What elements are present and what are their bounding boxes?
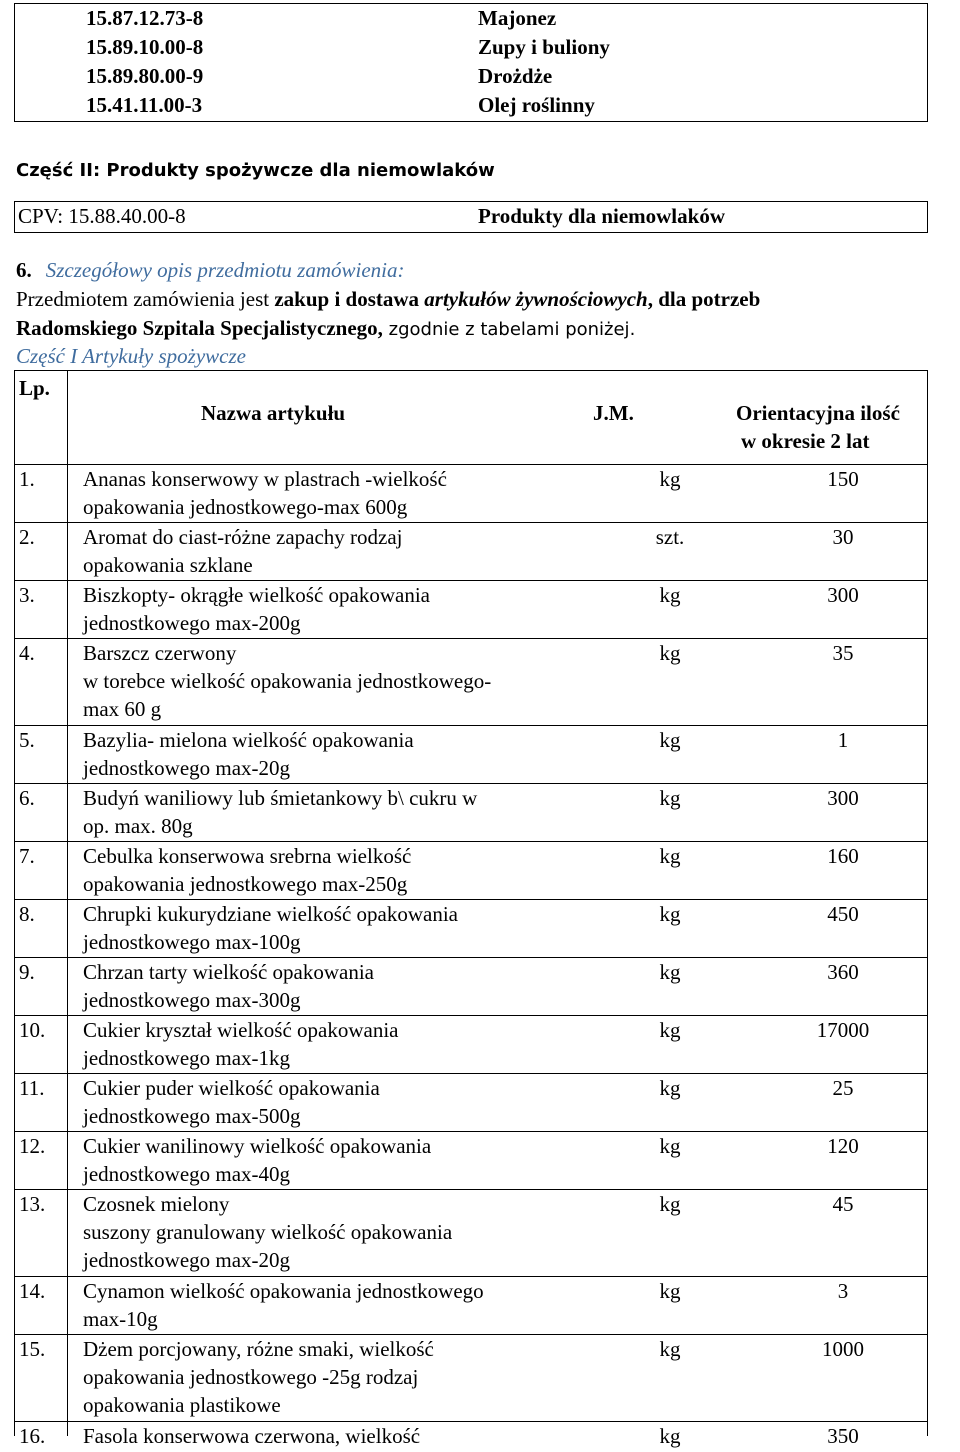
table-row bbox=[15, 842, 927, 899]
row-number: 4. bbox=[19, 641, 35, 665]
row-number: 2. bbox=[19, 525, 35, 549]
header-qty-1: Orientacyjna ilość bbox=[736, 401, 900, 425]
item-name-line-3: max 60 g bbox=[83, 697, 162, 721]
item-name-line-2: jednostkowego max-20g bbox=[83, 756, 291, 780]
part-1-title: Część I Artykuły spożywcze bbox=[16, 344, 246, 368]
cpv2-label: CPV: 15.88.40.00-8 bbox=[18, 204, 186, 228]
cpv-row bbox=[15, 33, 927, 62]
header-qty-2: w okresie 2 lat bbox=[741, 429, 870, 453]
item-quantity: 120 bbox=[827, 1134, 859, 1158]
item-unit: kg bbox=[659, 1279, 681, 1303]
row-number: 7. bbox=[19, 844, 35, 868]
row-number: 11. bbox=[19, 1076, 45, 1100]
item-quantity: 160 bbox=[827, 844, 859, 868]
row-number: 6. bbox=[19, 786, 35, 810]
item-quantity: 350 bbox=[827, 1424, 859, 1448]
item-name-line-1: Cukier puder wielkość opakowania bbox=[83, 1076, 380, 1100]
item-name-line-3: opakowania plastikowe bbox=[83, 1393, 281, 1417]
section-2-title: Część II: Produkty spożywcze dla niemowlaków bbox=[16, 160, 495, 181]
item-quantity: 150 bbox=[827, 467, 859, 491]
header-lp: Lp. bbox=[19, 376, 50, 400]
item-quantity: 450 bbox=[827, 902, 859, 926]
intro-line-1 bbox=[16, 287, 760, 312]
intro-bold-end: , dla potrzeb bbox=[647, 287, 761, 311]
item-unit: kg bbox=[659, 1424, 681, 1448]
item-quantity: 300 bbox=[827, 786, 859, 810]
cpv-row bbox=[15, 91, 927, 120]
item-unit: kg bbox=[659, 1337, 681, 1361]
row-number: 12. bbox=[19, 1134, 46, 1158]
table-row bbox=[15, 1016, 927, 1073]
row-number: 9. bbox=[19, 960, 35, 984]
item-quantity: 1 bbox=[837, 728, 849, 752]
item-name-line-2: opakowania jednostkowego -25g rodzaj bbox=[83, 1365, 419, 1389]
row-number: 3. bbox=[19, 583, 35, 607]
cpv-row bbox=[15, 4, 927, 33]
item-name-line-1: Bazylia- mielona wielkość opakowania bbox=[83, 728, 414, 752]
item-unit: kg bbox=[659, 467, 681, 491]
table-row bbox=[15, 900, 927, 957]
item-name-line-2: opakowania jednostkowego max-250g bbox=[83, 872, 408, 896]
cpv2-box bbox=[14, 201, 928, 233]
item-unit: kg bbox=[659, 583, 681, 607]
table-row bbox=[15, 1277, 927, 1334]
cpv-name: Zupy i buliony bbox=[478, 35, 610, 59]
item-unit: kg bbox=[659, 728, 681, 752]
item-unit: kg bbox=[659, 641, 681, 665]
intro-hospital: Radomskiego Szpitala Specjalistycznego, bbox=[16, 316, 383, 340]
item-name-line-1: Chrupki kukurydziane wielkość opakowania bbox=[83, 902, 458, 926]
item-name-line-2: w torebce wielkość opakowania jednostkowego- bbox=[83, 669, 492, 693]
table-row bbox=[15, 1074, 927, 1131]
item-name-line-3: jednostkowego max-20g bbox=[83, 1248, 291, 1272]
table-row bbox=[15, 1335, 927, 1421]
item-name-line-1: Biszkopty- okrągłe wielkość opakowania bbox=[83, 583, 430, 607]
cpv-top-table bbox=[14, 3, 928, 122]
cpv-code: 15.41.11.00-3 bbox=[86, 93, 203, 117]
item-unit: kg bbox=[659, 960, 681, 984]
item-name-line-2: max-10g bbox=[83, 1307, 158, 1331]
row-number: 5. bbox=[19, 728, 35, 752]
intro-text: Przedmiotem zamówienia jest bbox=[16, 287, 275, 311]
table-row bbox=[15, 639, 927, 725]
item-name-line-2: op. max. 80g bbox=[83, 814, 193, 838]
item-name-line-2: jednostkowego max-500g bbox=[83, 1104, 301, 1128]
row-number: 8. bbox=[19, 902, 35, 926]
item-quantity: 30 bbox=[832, 525, 854, 549]
table-row bbox=[15, 784, 927, 841]
table-row bbox=[15, 465, 927, 522]
row-number: 13. bbox=[19, 1192, 46, 1216]
table-row bbox=[15, 1132, 927, 1189]
table-row bbox=[15, 726, 927, 783]
row-number: 14. bbox=[19, 1279, 46, 1303]
cpv-name: Olej roślinny bbox=[478, 93, 595, 117]
item-name-line-1: Cukier kryształ wielkość opakowania bbox=[83, 1018, 399, 1042]
item-name-line-1: Fasola konserwowa czerwona, wielkość bbox=[83, 1424, 421, 1448]
heading-text: Szczegółowy opis przedmiotu zamówienia: bbox=[45, 258, 405, 282]
item-name-line-2: jednostkowego max-40g bbox=[83, 1162, 291, 1186]
item-unit: kg bbox=[659, 1192, 681, 1216]
cpv2-name: Produkty dla niemowlaków bbox=[478, 204, 725, 228]
item-quantity: 25 bbox=[832, 1076, 854, 1100]
item-unit: kg bbox=[659, 844, 681, 868]
products-table bbox=[14, 370, 928, 1448]
cpv-code: 15.89.80.00-9 bbox=[86, 64, 204, 88]
item-name-line-2: opakowania szklane bbox=[83, 553, 253, 577]
row-number: 16. bbox=[19, 1424, 46, 1448]
item-unit: kg bbox=[659, 1076, 681, 1100]
cpv-code: 15.89.10.00-8 bbox=[86, 35, 204, 59]
item-unit: kg bbox=[659, 1134, 681, 1158]
cpv-row bbox=[15, 62, 927, 91]
item-name-line-2: opakowania jednostkowego-max 600g bbox=[83, 495, 408, 519]
item-name-line-2: suszony granulowany wielkość opakowania bbox=[83, 1220, 453, 1244]
section-heading-6 bbox=[16, 258, 404, 283]
item-name-line-1: Ananas konserwowy w plastrach -wielkość bbox=[83, 467, 447, 491]
item-name-line-1: Cebulka konserwowa srebrna wielkość bbox=[83, 844, 412, 868]
table-row bbox=[15, 958, 927, 1015]
item-name-line-1: Budyń waniliowy lub śmietankowy b\ cukru w bbox=[83, 786, 478, 810]
intro-bold-italic: artykułów żywnościowych bbox=[424, 287, 648, 311]
cpv-code: 15.87.12.73-8 bbox=[86, 6, 204, 30]
intro-bold: zakup i dostawa bbox=[274, 287, 420, 311]
item-name-line-1: Chrzan tarty wielkość opakowania bbox=[83, 960, 374, 984]
item-name-line-2: jednostkowego max-1kg bbox=[83, 1046, 291, 1070]
item-name-line-2: jednostkowego max-100g bbox=[83, 930, 301, 954]
item-unit: kg bbox=[659, 1018, 681, 1042]
item-quantity: 45 bbox=[832, 1192, 854, 1216]
row-number: 10. bbox=[19, 1018, 46, 1042]
item-unit: szt. bbox=[655, 525, 685, 549]
item-name-line-1: Cukier wanilinowy wielkość opakowania bbox=[83, 1134, 432, 1158]
item-quantity: 1000 bbox=[822, 1337, 864, 1361]
header-unit: J.M. bbox=[593, 401, 634, 425]
item-name-line-1: Dżem porcjowany, różne smaki, wielkość bbox=[83, 1337, 434, 1361]
item-name-line-1: Cynamon wielkość opakowania jednostkowego bbox=[83, 1279, 484, 1303]
table-row bbox=[15, 1422, 927, 1452]
item-name-line-1: Czosnek mielony bbox=[83, 1192, 230, 1216]
item-name-line-2: jednostkowego max-300g bbox=[83, 988, 301, 1012]
item-unit: kg bbox=[659, 786, 681, 810]
item-name-line-1: Barszcz czerwony bbox=[83, 641, 237, 665]
item-quantity: 3 bbox=[837, 1279, 849, 1303]
item-name-line-2: jednostkowego max-200g bbox=[83, 611, 301, 635]
header-name: Nazwa artykułu bbox=[201, 401, 346, 425]
item-quantity: 17000 bbox=[816, 1018, 870, 1042]
item-unit: kg bbox=[659, 902, 681, 926]
heading-number: 6. bbox=[16, 258, 32, 282]
item-quantity: 35 bbox=[832, 641, 854, 665]
table-row bbox=[15, 1190, 927, 1276]
table-row bbox=[15, 581, 927, 638]
row-number: 1. bbox=[19, 467, 35, 491]
intro-line-2 bbox=[16, 316, 635, 341]
item-name-line-1: Aromat do ciast-różne zapachy rodzaj bbox=[83, 525, 403, 549]
item-quantity: 360 bbox=[827, 960, 859, 984]
row-number: 15. bbox=[19, 1337, 46, 1361]
cpv-name: Drożdże bbox=[478, 64, 553, 88]
intro-rest: zgodnie z tabelami poniżej. bbox=[382, 319, 636, 340]
item-quantity: 300 bbox=[827, 583, 859, 607]
cpv-name: Majonez bbox=[478, 6, 557, 30]
table-row bbox=[15, 523, 927, 580]
